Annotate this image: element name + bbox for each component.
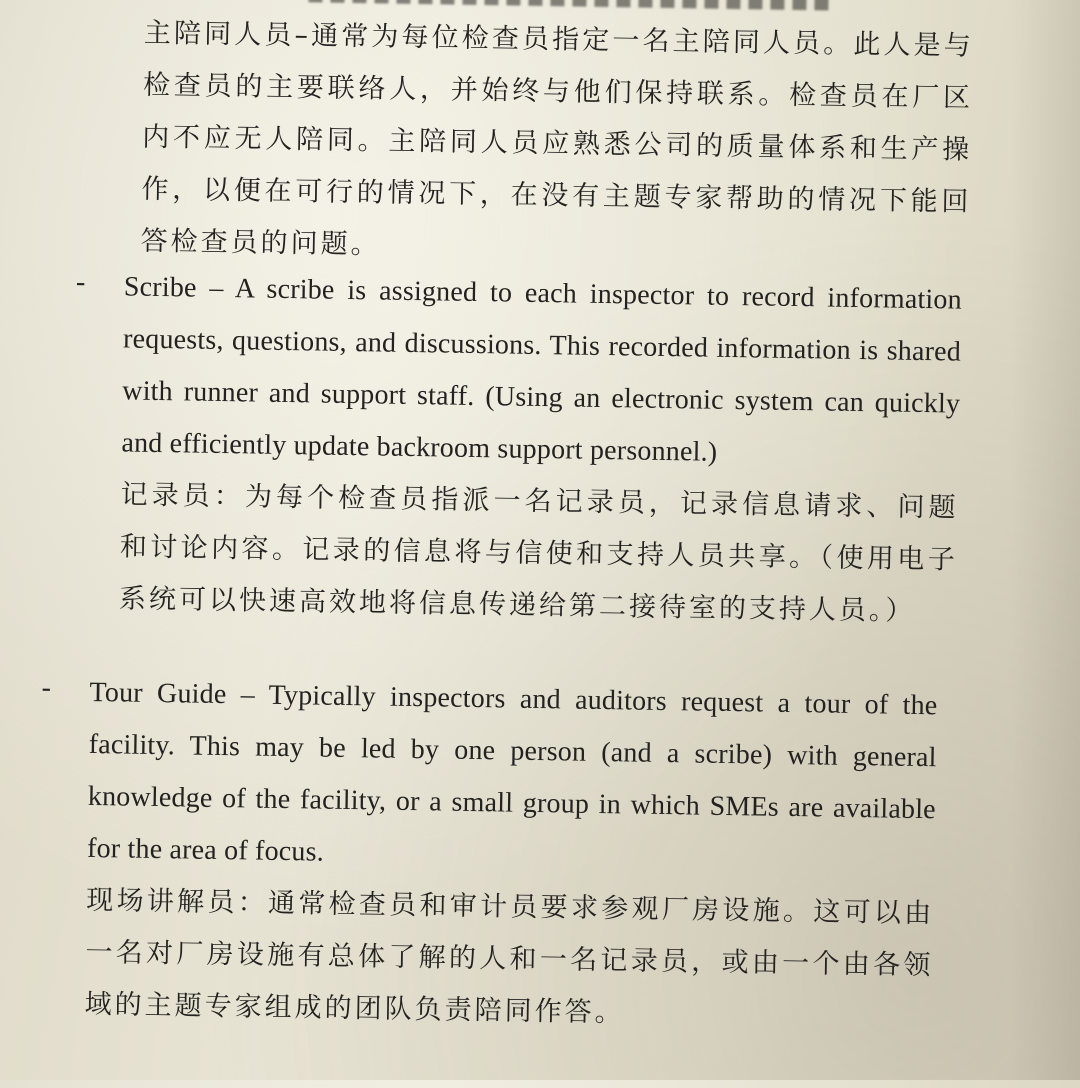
page-edge-shadow	[1010, 0, 1080, 1080]
cropped-text-fragment	[308, 0, 828, 10]
scribe-bullet: -	[75, 266, 86, 298]
tour-guide-chinese-text: 现场讲解员：通常检查员和审计员要求参观厂房设施。这可以由一名对厂房设施有总体了解的人和一名记录员，或由一个由各领域的主题专家组成的团队负责陪同作答。	[84, 884, 935, 1029]
scribe-chinese-text: 记录员：为每个检查员指派一名记录员，记录信息请求、问题和讨论内容。记录的信息将与信使和支持人员共享。（使用电子系统可以快速高效地将信息传递给第二接待室的支持人员。）	[118, 479, 959, 627]
escort-section	[140, 8, 974, 281]
escort-chinese-text: 主陪同人员–通常为每位检查员指定一名主陪同人员。此人是与检查员的主要联络人，并始终与他们保持联系。检查员在厂区内不应无人陪同。主陪同人员应熟悉公司的质量体系和生产操作，以便在可行的情况下，在没有主题专家帮助的情况下能回答检查员的问题。	[140, 17, 975, 261]
scribe-section	[119, 261, 963, 638]
tour-guide-bullet: -	[41, 672, 52, 704]
tour-guide-english-text: Tour Guide – Typically inspectors and auditors request a tour of the facility. This may be led by one person (and a scribe) with general knowledge of the facility, or a small group in which SMEs are available for the area of focus.	[86, 676, 938, 868]
scribe-english-text: Scribe – A scribe is assigned to each inspector to record information requests, questions, and discussions. This recorded information is shared with runner and support staff. (Using an electronic system can quickly and efficiently update backroom support personnel.)	[121, 271, 963, 468]
tour-guide-section	[84, 667, 938, 1044]
